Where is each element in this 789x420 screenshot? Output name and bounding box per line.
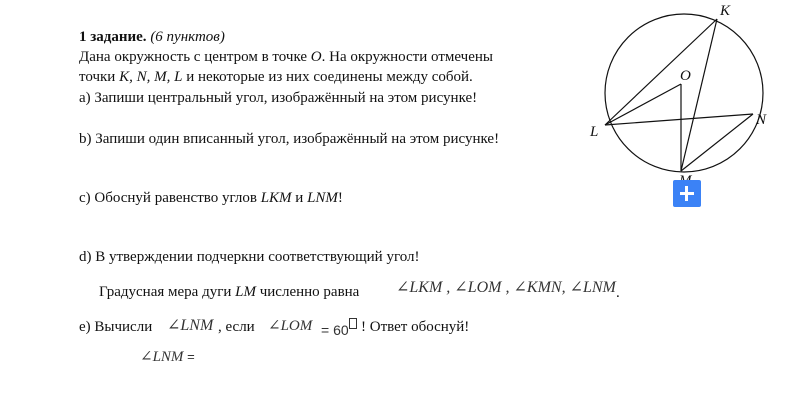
intro-text: точки (79, 69, 120, 85)
arc-lm: LM (235, 284, 256, 300)
intro-text: . На окружности отмечены (321, 49, 493, 65)
segment-ln (605, 114, 753, 125)
center-name: O (310, 49, 322, 65)
answer-angle: ∠LNM (140, 349, 184, 365)
task-title: 1 задание. (79, 29, 147, 45)
segment-nm (681, 114, 753, 171)
angle-lkm: LKM (260, 190, 292, 206)
question-e-end: ! Ответ обоснуй! (361, 319, 470, 335)
add-button[interactable] (673, 180, 701, 207)
statement-text: численно равна (255, 284, 360, 300)
statement-dot: . (616, 285, 620, 301)
question-e-text-2: , если (218, 319, 255, 335)
label-n: N (756, 112, 767, 128)
angle-lom-formula: ∠LOM (268, 318, 313, 334)
question-b: b) Запиши один вписанный угол, изображённый на этом рисунке! (79, 131, 500, 147)
answer-equals: = (187, 349, 195, 364)
task-points: (6 пунктов) (150, 29, 225, 45)
question-e-text: e) Вычисли (79, 319, 153, 335)
segment-kl (605, 19, 717, 125)
label-k: K (720, 3, 731, 19)
given-value-text: = 60 (321, 322, 349, 338)
intro-text: Дана окружность с центром в точке (79, 49, 311, 65)
circle-outline (605, 14, 763, 172)
segment-lo (605, 84, 681, 125)
angle-lnm-formula: ∠LNM (167, 317, 214, 334)
angle-options: ∠LKM , ∠LOM , ∠KMN, ∠LNM (396, 279, 616, 296)
points-names: K, N, M, L (119, 69, 183, 85)
segment-km (681, 19, 717, 171)
label-l: L (590, 124, 599, 140)
question-a: a) Запиши центральный угол, изображённый на этом рисунке! (79, 90, 478, 106)
angle-lnm: LNM (307, 190, 338, 206)
question-c-text: c) Обоснуй равенство углов (79, 190, 261, 206)
question-c-text: и (291, 190, 308, 206)
statement-text: Градусная мера дуги (99, 284, 236, 300)
intro-text: и некоторые из них соединены между собой. (182, 69, 473, 85)
question-d: d) В утверждении подчеркни соответствующий угол! (79, 249, 420, 265)
label-o: O (680, 68, 691, 84)
question-c-text: ! (337, 190, 343, 206)
